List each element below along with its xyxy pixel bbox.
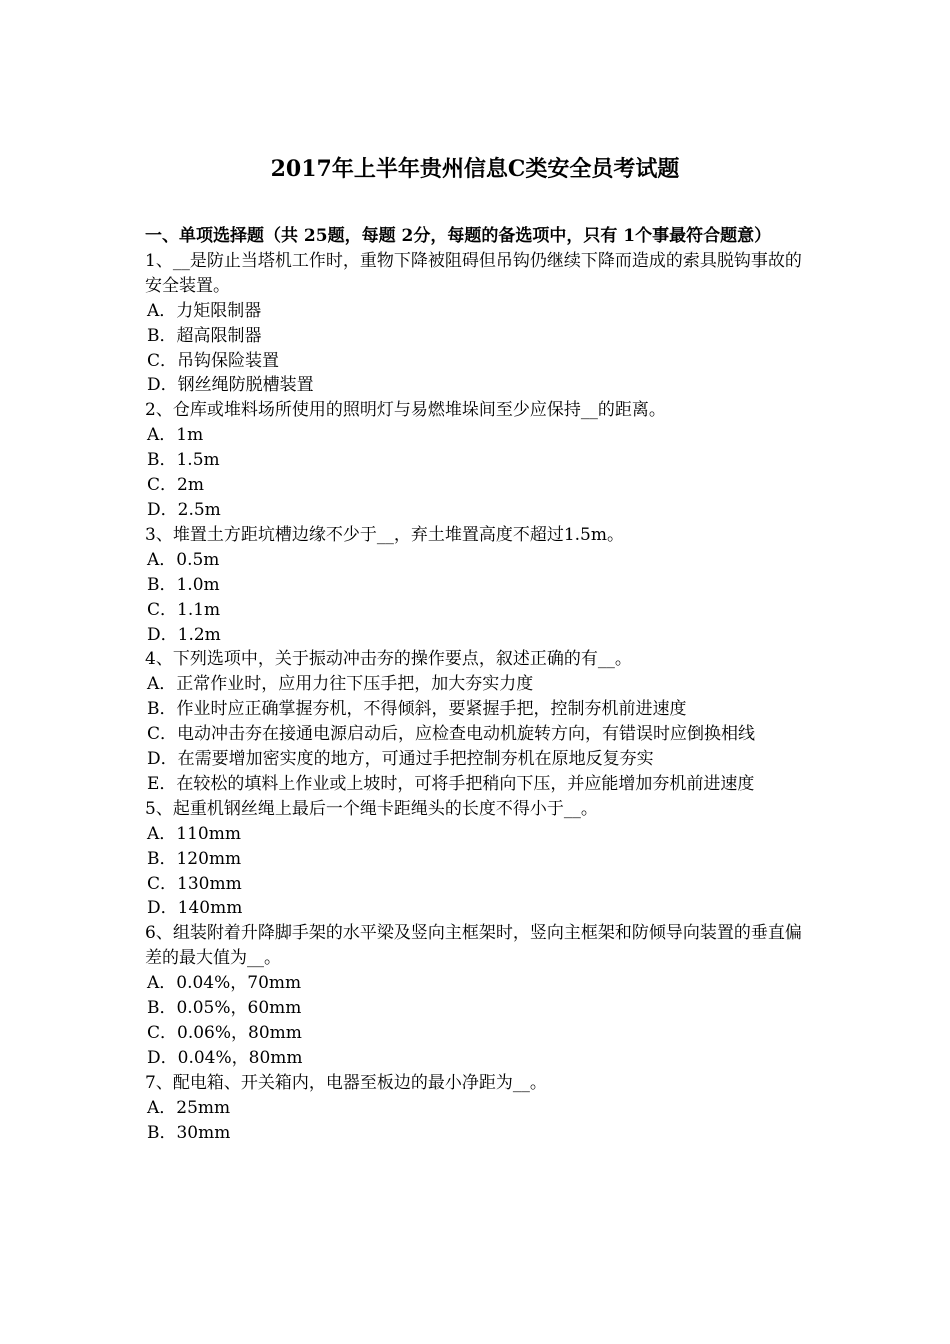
question-text: 4、下列选项中，关于振动冲击夯的操作要点，叙述正确的有__。 — [145, 649, 632, 670]
question-block — [145, 249, 810, 398]
answer-option: B．120mm — [147, 848, 242, 869]
question-block — [145, 647, 810, 796]
question-text: 5、起重机钢丝绳上最后一个绳卡距绳头的长度不得小于__。 — [145, 798, 598, 819]
section-heading: 一、单项选择题（共 25题，每题 2分，每题的备选项中，只有 1个事最符合题意） — [145, 226, 772, 246]
answer-option: A．正常作业时，应用力往下压手把，加大夯实力度 — [147, 674, 534, 695]
question-block — [145, 921, 810, 1070]
answer-option: C．1.1m — [147, 599, 221, 620]
answer-option: B．30mm — [147, 1122, 231, 1143]
answer-option: B．1.0m — [147, 574, 220, 595]
question-text: 2、仓库或堆料场所使用的照明灯与易燃堆垛间至少应保持__的距离。 — [145, 400, 666, 421]
answer-option: C．130mm — [147, 873, 242, 894]
answer-option: A．0.5m — [147, 549, 220, 570]
answer-option: B．超高限制器 — [147, 325, 262, 346]
question-text: 7、配电箱、开关箱内，电器至板边的最小净距为__。 — [145, 1072, 547, 1093]
answer-option: D．在需要增加密实度的地方，可通过手把控制夯机在原地反复夯实 — [147, 749, 654, 770]
answer-option: D．钢丝绳防脱槽装置 — [147, 375, 314, 396]
question-block — [145, 1071, 810, 1146]
question-block — [145, 523, 810, 648]
answer-option: B．作业时应正确掌握夯机，不得倾斜，要紧握手把，控制夯机前进速度 — [147, 699, 687, 720]
answer-option: D．140mm — [147, 898, 243, 919]
answer-option: A．1m — [147, 425, 204, 446]
answer-option: C．吊钩保险装置 — [147, 350, 280, 371]
answer-option: D．2.5m — [147, 499, 221, 520]
question-block — [145, 398, 810, 523]
answer-option: B．1.5m — [147, 450, 220, 471]
question-list — [145, 249, 810, 1146]
answer-option: C．0.06%，80mm — [147, 1023, 302, 1043]
answer-option: B．0.05%，60mm — [147, 998, 302, 1019]
answer-option: D．1.2m — [147, 624, 221, 645]
answer-option: D．0.04%，80mm — [147, 1047, 303, 1068]
answer-option: E．在较松的填料上作业或上坡时，可将手把稍向下压，并应能增加夯机前进速度 — [147, 773, 755, 794]
answer-option: A．力矩限制器 — [147, 300, 262, 321]
question-text: 1、__是防止当塔机工作时，重物下降被阻碍但吊钩仍继续下降而造成的索具脱钩事故的安全装置。 — [145, 250, 802, 296]
answer-option: A．0.04%，70mm — [147, 973, 302, 994]
question-text: 6、组装附着升降脚手架的水平梁及竖向主框架时，竖向主框架和防倾导向装置的垂直偏差的最大值为__。 — [145, 923, 802, 969]
answer-option: A．25mm — [147, 1097, 231, 1118]
question-text: 3、堆置土方距坑槽边缘不少于__，弃土堆置高度不超过1.5m。 — [145, 524, 624, 545]
answer-option: C．电动冲击夯在接通电源启动后，应检查电动机旋转方向，有错误时应倒换相线 — [147, 724, 756, 745]
question-block — [145, 797, 810, 922]
answer-option: C．2m — [147, 475, 204, 496]
answer-option: A．110mm — [147, 823, 241, 844]
document-body — [145, 224, 810, 1146]
document-title: 2017年上半年贵州信息C类安全员考试题 — [270, 156, 680, 182]
